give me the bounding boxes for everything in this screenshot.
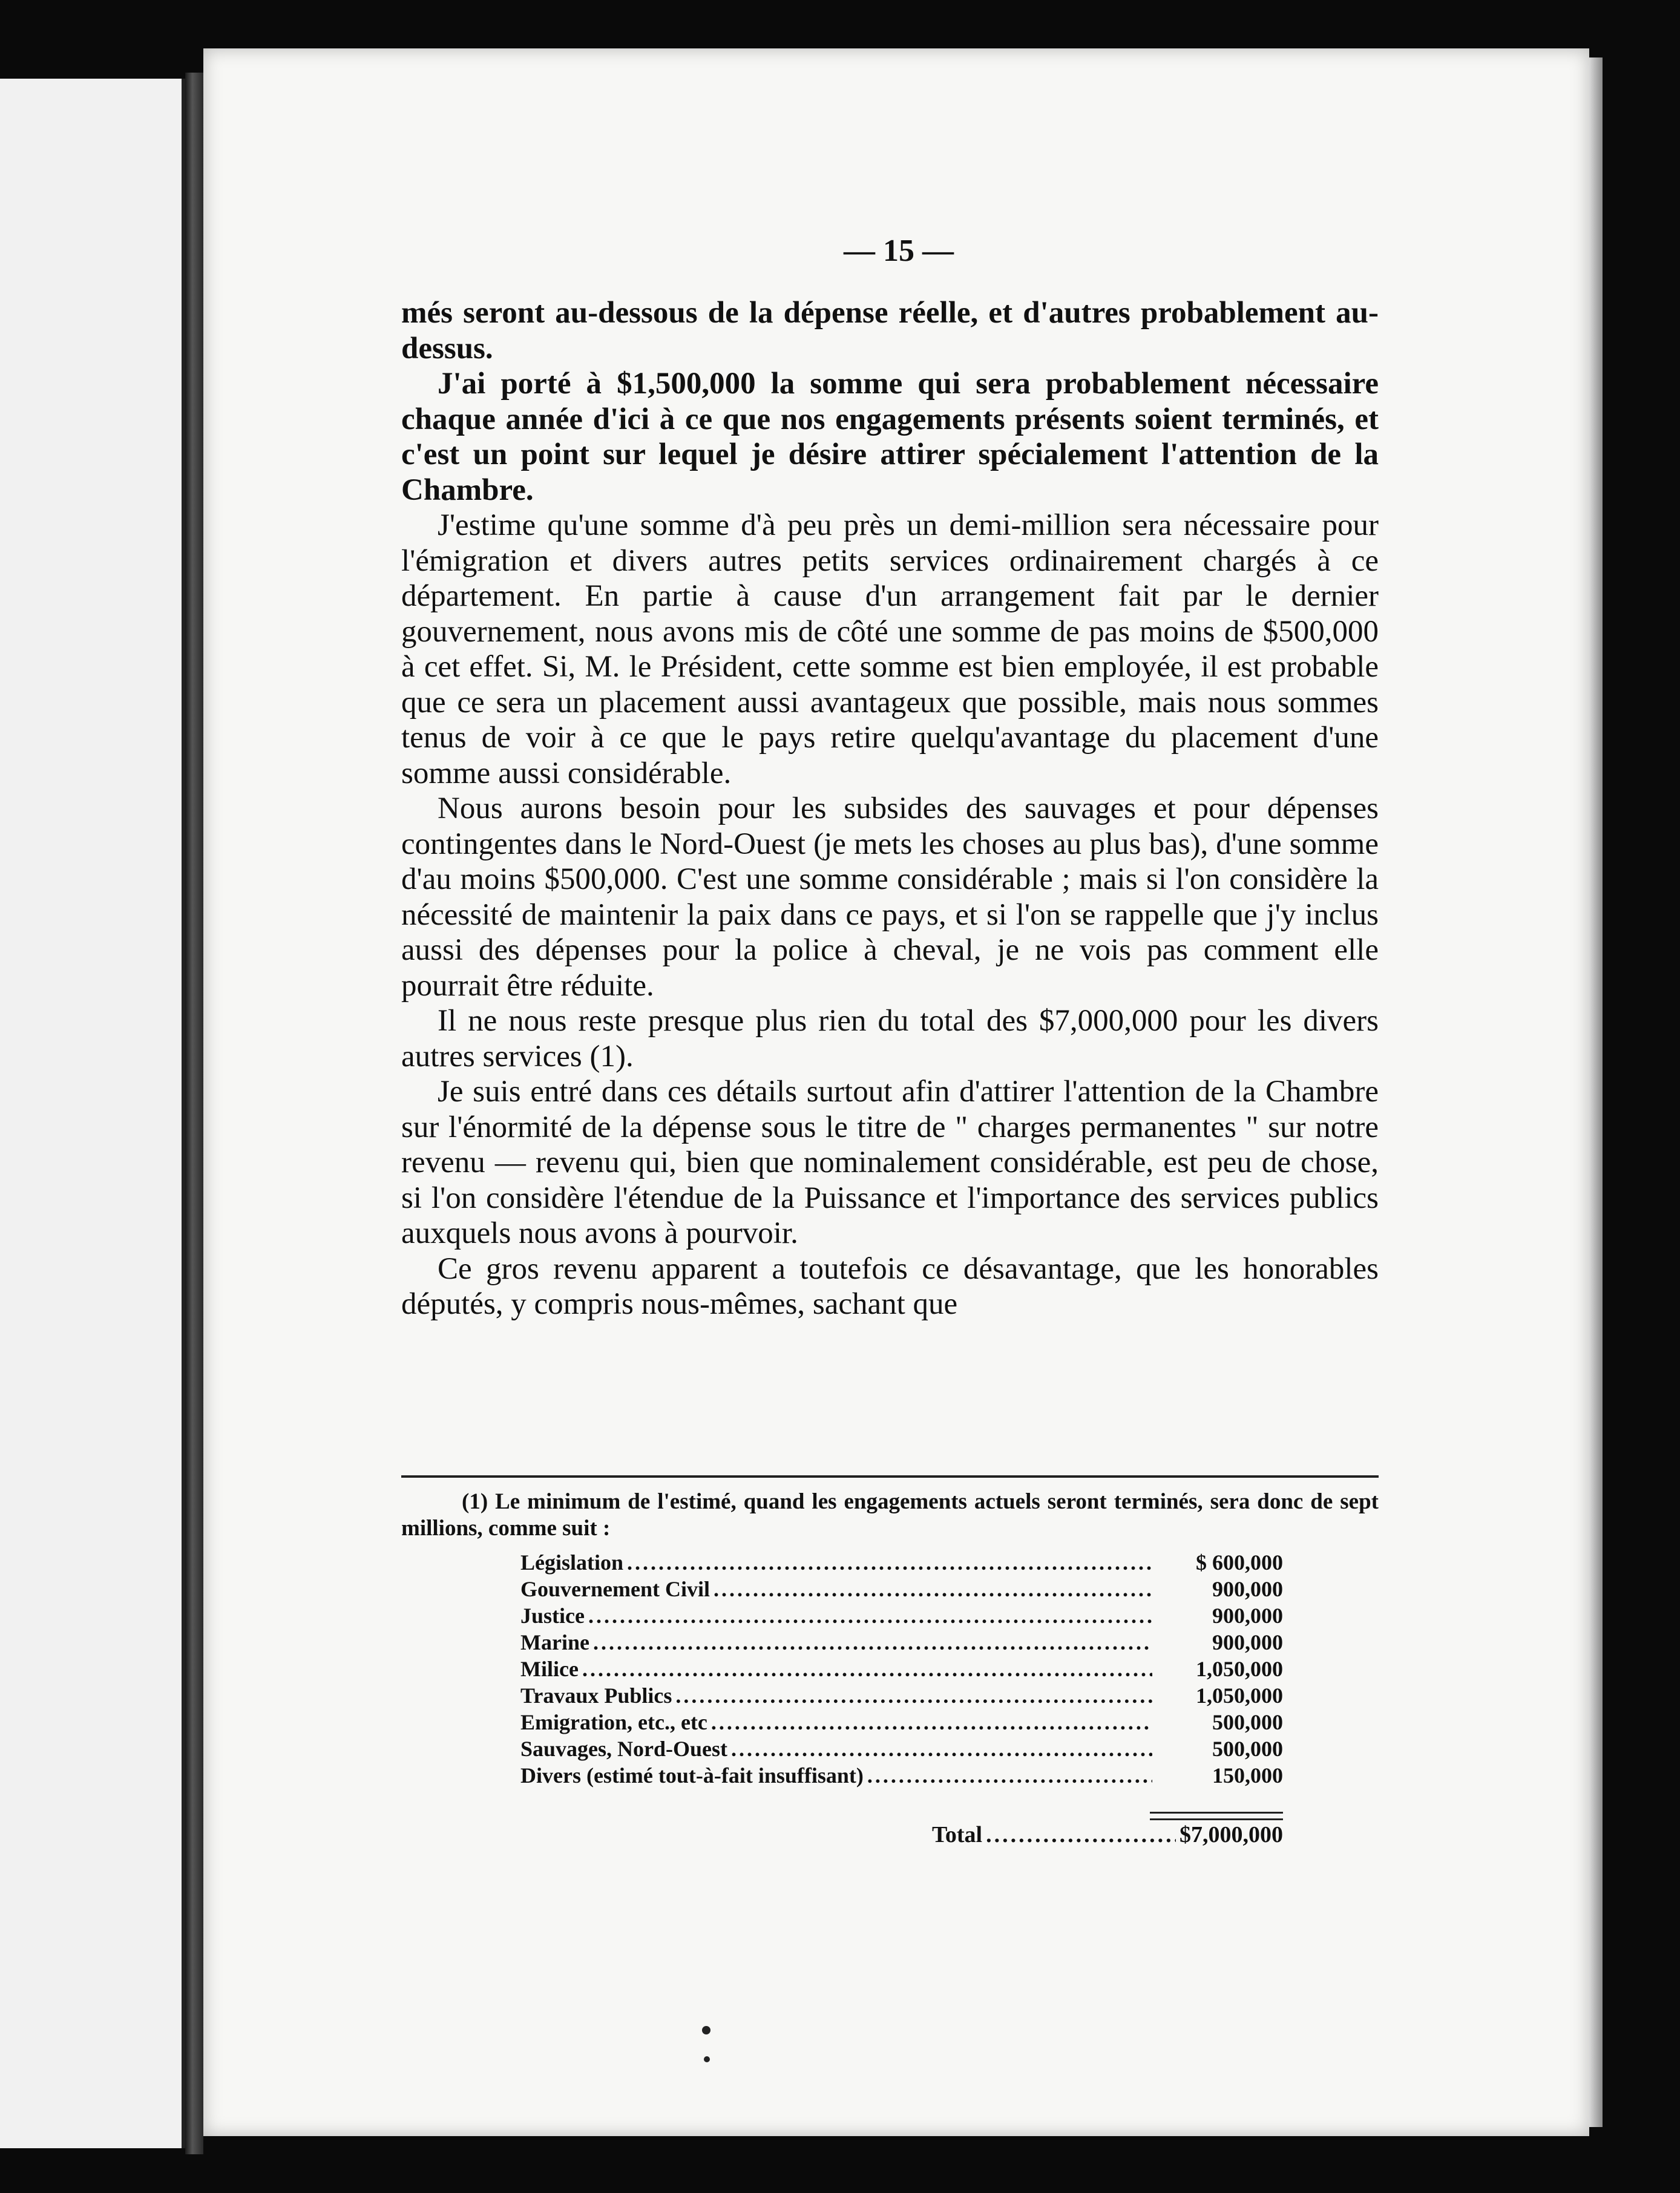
- budget-label: Travaux Publics: [520, 1683, 672, 1708]
- budget-label: Justice: [520, 1604, 585, 1628]
- paragraph: Ce gros revenu apparent a toutefois ce désavantage, que les honorables députés, y compris nous-mêmes, sachant que: [401, 1251, 1379, 1321]
- leader-dots: [588, 1602, 1152, 1629]
- paragraph: més seront au-dessous de la dépense réelle, et d'autres probablement au-dessus.: [401, 296, 1379, 366]
- budget-row: [520, 1709, 1283, 1736]
- total-double-rule: [1150, 1812, 1283, 1820]
- budget-amount: 500,000: [1212, 1710, 1283, 1734]
- budget-amount: 900,000: [1212, 1604, 1283, 1628]
- leader-dots: [986, 1821, 1176, 1848]
- budget-total-row: [932, 1821, 1283, 1848]
- leader-dots: [867, 1762, 1152, 1789]
- footnote: [401, 1489, 1379, 1542]
- budget-label: Gouvernement Civil: [520, 1577, 710, 1601]
- budget-row: [520, 1736, 1283, 1762]
- footnote-intro: (1) Le minimum de l'estimé, quand les engagements actuels seront terminés, sera donc de sept millions, comme suit :: [401, 1489, 1379, 1541]
- paragraph: J'estime qu'une somme d'à peu près un demi-million sera nécessaire pour l'émigration et divers autres petits services ordinairement chargés à ce département. En partie à cause d'un arrangement fait par le dernier gouvernement, nous avons mis de côté une somme de pas moins de $500,000 à cet effet. Si, M. le Président, cette somme est bien employée, il est probable que ce sera un placement aussi avantageux que possible, mais nous sommes tenus de voir à ce que le pays retire quelqu'avantage du placement d'une somme aussi considérable.: [401, 508, 1379, 790]
- left-page-edge: [0, 79, 185, 2148]
- book-gutter: [185, 73, 203, 2154]
- leader-dots: [627, 1549, 1152, 1576]
- budget-amount: 1,050,000: [1196, 1657, 1283, 1681]
- paragraph: Nous aurons besoin pour les subsides des sauvages et pour dépenses contingentes dans le Nord-Ouest (je mets les choses au plus bas), d'une somme d'au moins $500,000. C'est une somme considérable ; mais si l'on considère la nécessité de maintenir la paix dans ce pays, et si l'on se rappelle que j'y inclus aussi des dépenses pour la police à cheval, je ne vois pas comment elle pourrait être réduite.: [401, 792, 1379, 1003]
- budget-label: Marine: [520, 1630, 589, 1654]
- budget-row: [520, 1602, 1283, 1629]
- budget-label: Divers (estimé tout-à-fait insuffisant): [520, 1763, 864, 1788]
- leader-dots: [675, 1682, 1152, 1709]
- budget-label: Milice: [520, 1657, 579, 1681]
- budget-row: [520, 1629, 1283, 1656]
- leader-dots: [593, 1629, 1152, 1656]
- budget-label: Sauvages, Nord-Ouest: [520, 1737, 728, 1761]
- paragraph: Je suis entré dans ces détails surtout afin d'attirer l'attention de la Chambre sur l'énormité de la dépense sous le titre de " charges permanentes " sur notre revenu — revenu qui, bien que nominalement considérable, est peu de chose, si l'on considère l'étendue de la Puissance et l'importance des services publics auxquels nous avons à pourvoir.: [401, 1075, 1379, 1250]
- budget-table: [520, 1549, 1283, 1789]
- page-number: — 15 —: [844, 234, 954, 268]
- budget-label: Législation: [520, 1550, 624, 1575]
- ink-speck: [702, 2026, 710, 2034]
- total-label: Total: [932, 1822, 983, 1847]
- total-amount: $7,000,000: [1180, 1822, 1283, 1847]
- leader-dots: [711, 1709, 1152, 1736]
- budget-amount: 900,000: [1212, 1577, 1283, 1601]
- page-edge: [1589, 57, 1603, 2127]
- ink-speck: [704, 2056, 710, 2062]
- body-text: [401, 295, 1379, 1322]
- budget-amount: 1,050,000: [1196, 1683, 1283, 1708]
- budget-amount: 150,000: [1212, 1763, 1283, 1788]
- leader-dots: [731, 1736, 1152, 1762]
- budget-label: Emigration, etc., etc: [520, 1710, 707, 1734]
- budget-amount: 500,000: [1212, 1737, 1283, 1761]
- leader-dots: [582, 1656, 1152, 1682]
- leader-dots: [714, 1576, 1152, 1602]
- budget-row: [520, 1682, 1283, 1709]
- budget-row: [520, 1549, 1283, 1576]
- budget-amount: $ 600,000: [1196, 1550, 1283, 1575]
- budget-row: [520, 1762, 1283, 1789]
- paragraph: J'ai porté à $1,500,000 la somme qui sera probablement nécessaire chaque année d'ici à ce que nos engagements présents soient terminés, et c'est un point sur lequel je désire attirer spécialement l'attention de la Chambre.: [401, 367, 1379, 507]
- footnote-divider: [401, 1475, 1379, 1478]
- budget-amount: 900,000: [1212, 1630, 1283, 1654]
- budget-row: [520, 1656, 1283, 1682]
- budget-row: [520, 1576, 1283, 1602]
- paragraph: Il ne nous reste presque plus rien du total des $7,000,000 pour les divers autres services (1).: [401, 1004, 1379, 1074]
